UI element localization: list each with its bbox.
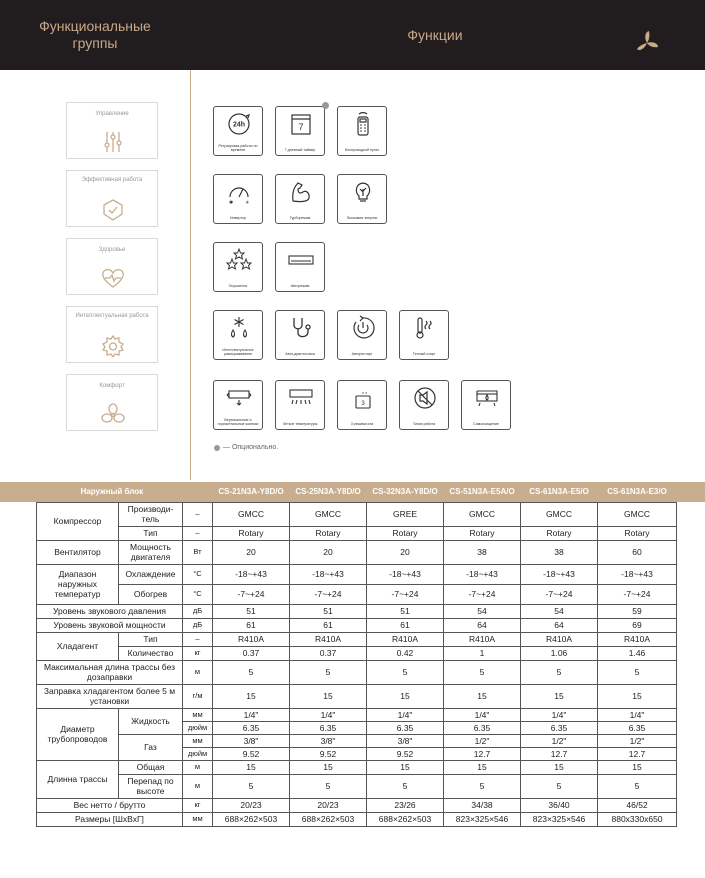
timer-24h-icon xyxy=(226,111,252,137)
model-header: CS-61N3A-E3/O xyxy=(598,482,677,502)
ac-unit-icon xyxy=(282,247,320,273)
sliders-icon xyxy=(101,131,125,153)
group-card-intelligent[interactable]: Интеллектуальная работа xyxy=(66,306,158,363)
table-row: дюйм 9.52 9.52 9.52 12.7 12.7 12.7 xyxy=(37,747,677,760)
table-row: Длинна трассы Общая м 15 15 15 15 15 15 xyxy=(37,760,677,774)
group-card-health[interactable]: Здоровье xyxy=(66,238,158,295)
muscle-arm-icon xyxy=(288,179,314,205)
table-row: Тип – Rotary Rotary Rotary Rotary Rotary Rotary xyxy=(37,526,677,540)
group-card-efficiency[interactable]: Эффективная работа xyxy=(66,170,158,227)
feature-turbo[interactable]: Турборежим xyxy=(275,174,325,224)
feature-inverter[interactable]: ✱ ☀ Инвертор xyxy=(213,174,263,224)
stethoscope-icon xyxy=(288,315,314,341)
table-row: дюйм 6.35 6.35 6.35 6.35 6.35 6.35 xyxy=(37,721,677,734)
feature-timer[interactable]: 24h Регулировка работы по времени xyxy=(213,106,263,156)
groups-title: Функциональные группы xyxy=(39,18,151,51)
feature-intelligent-defrost[interactable]: Интеллектуальное размораживание xyxy=(213,310,263,360)
table-row: Диаметр трубопроводов Жидкость мм 1/4" 1/4" 1/4" 1/4" 1/4" 1/4" xyxy=(37,708,677,721)
feature-auto-restart[interactable]: Авторестарт xyxy=(337,310,387,360)
feature-dehumidifier[interactable]: Осушитель xyxy=(213,242,263,292)
thermometer-icon xyxy=(412,315,438,341)
feature-quiet[interactable]: Тихая работа xyxy=(399,380,449,430)
svg-text:☀: ☀ xyxy=(245,200,250,205)
lightbulb-leaf-icon xyxy=(350,179,376,205)
legend-dot xyxy=(214,445,220,451)
svg-text:z z: z z xyxy=(362,390,368,395)
ac-airflow-icon xyxy=(282,385,320,411)
feature-7day-timer[interactable]: 7 7-дневный таймер xyxy=(275,106,325,156)
table-row: Количество кг 0.37 0.37 0.42 1 1.06 1.46 xyxy=(37,646,677,660)
table-title: Наружный блок xyxy=(37,482,213,502)
model-header: CS-25N3A-Y8D/O xyxy=(290,482,367,502)
ac-drop-icon xyxy=(468,385,506,411)
remote-icon xyxy=(350,111,376,137)
heart-pulse-icon xyxy=(101,267,125,289)
gauge-icon xyxy=(226,179,252,205)
table-row: Хладагент Тип – R410A R410A R410A R410A R410A R410A xyxy=(37,632,677,646)
table-row: Перепад по высоте м 5 5 5 5 5 5 xyxy=(37,774,677,798)
table-row: Вентилятор Мощность двигателя Вт 20 20 20 38 38 60 xyxy=(37,540,677,564)
specs-table xyxy=(36,482,676,827)
power-restart-icon xyxy=(350,315,376,341)
table-row: Максимальная длина трассы без дозаправки м 5 5 5 5 5 5 xyxy=(37,660,677,684)
table-row: Заправка хладагентом более 5 м установки г/м 15 15 15 15 15 15 xyxy=(37,684,677,708)
model-header: CS-21N3A-Y8D/O xyxy=(213,482,290,502)
feature-energy-saving[interactable]: Экономия энергии xyxy=(337,174,387,224)
group-card-control[interactable]: Управление xyxy=(66,102,158,159)
model-header: CS-51N3A-E5A/O xyxy=(444,482,521,502)
feature-sleep-modes[interactable]: 3 z z 3 режима сна xyxy=(337,380,387,430)
feature-self-cleaning[interactable]: Самоочищение xyxy=(461,380,511,430)
group-card-comfort[interactable]: Комфорт xyxy=(66,374,158,431)
feature-louvers[interactable]: Вертикальные и горизонтальные жалюзи xyxy=(213,380,263,430)
table-row: Вес нетто / брутто кг 20/23 20/23 23/26 34/38 36/40 46/52 xyxy=(37,798,677,812)
optional-legend: — Опционально. xyxy=(214,444,278,451)
table-row: Газ мм 3/8" 3/8" 3/8" 1/2" 1/2" 1/2" xyxy=(37,734,677,747)
svg-text:✱: ✱ xyxy=(229,200,234,205)
louver-arrows-icon xyxy=(220,385,258,411)
snowflake-drop-icon xyxy=(226,315,252,341)
table-row: Обогрев °C -7~+24 -7~+24 -7~+24 -7~+24 -7~+24 -7~+24 xyxy=(37,584,677,604)
feature-warm-start[interactable]: Теплый старт xyxy=(399,310,449,360)
feature-auto-diagnosis[interactable]: Авто-диагностика xyxy=(275,310,325,360)
optional-marker xyxy=(322,102,329,109)
divider-line xyxy=(190,70,191,480)
header-bar xyxy=(0,0,705,70)
table-row: Размеры [ШхВхГ] мм 688×262×503 688×262×503 688×262×503 823×325×546 823×325×546 880x330x650 xyxy=(37,812,677,826)
table-row: Уровень звуковой мощности дБ 61 61 61 64 64 69 xyxy=(37,618,677,632)
model-header: CS-61N3A-E5/O xyxy=(521,482,598,502)
feature-temperature[interactable]: Чёткое температуры xyxy=(275,380,325,430)
sleep-icon xyxy=(350,385,376,411)
gear-icon xyxy=(101,335,125,357)
table-row: Диапазон наружных температур Охлаждение °C -18~+43 -18~+43 -18~+43 -18~+43 -18~+43 -18~+43 xyxy=(37,564,677,584)
feature-auto-mode[interactable]: Авторежим xyxy=(275,242,325,292)
mute-icon xyxy=(412,385,438,411)
snowflakes-icon xyxy=(226,247,252,273)
fan-logo-icon xyxy=(632,28,662,58)
table-header-row xyxy=(37,482,677,502)
svg-text:3: 3 xyxy=(361,401,365,407)
svg-text:7: 7 xyxy=(298,122,304,132)
model-header: CS-32N3A-Y8D/O xyxy=(367,482,444,502)
svg-text:24h: 24h xyxy=(232,121,246,129)
functions-title: Функции xyxy=(407,27,463,43)
calendar-icon xyxy=(288,111,314,137)
table-row: Компрессор Производи-тель – GMCC GMCC GREE GMCC GMCC GMCC xyxy=(37,502,677,526)
feature-wireless-remote[interactable]: Беспроводной пульт xyxy=(337,106,387,156)
fan-icon xyxy=(101,403,125,425)
table-row: Уровень звукового давления дБ 51 51 51 54 54 59 xyxy=(37,604,677,618)
shield-check-icon xyxy=(101,199,125,221)
